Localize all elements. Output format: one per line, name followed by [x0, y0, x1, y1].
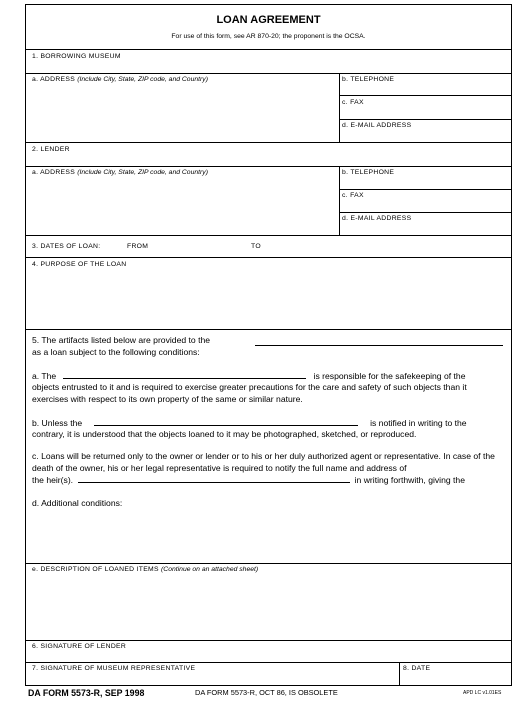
- artifacts-recipient-field[interactable]: [255, 345, 503, 346]
- condition-a-line: a. The is responsible for the safekeeping of the: [32, 371, 466, 381]
- dates-of-loan-label: 3. DATES OF LOAN:: [32, 243, 101, 250]
- borrower-address-hint: (Include City, State, ZIP code, and Country): [77, 76, 208, 83]
- from-label: FROM: [127, 243, 149, 250]
- divider: [339, 166, 340, 235]
- lender-field[interactable]: [26, 152, 511, 165]
- additional-conditions-field[interactable]: [26, 511, 511, 561]
- section5-intro: 5. The artifacts listed below are provided to the: [32, 335, 211, 345]
- loaned-items-label: e. DESCRIPTION OF LOANED ITEMS (Continue on an attached sheet): [32, 566, 259, 573]
- borrowing-museum-field[interactable]: [26, 57, 511, 72]
- divider: [26, 662, 511, 663]
- borrower-fax-label: c. FAX: [342, 99, 364, 106]
- date-field[interactable]: [400, 673, 511, 686]
- version-label: APD LC v1.01ES: [463, 690, 502, 696]
- condition-b-line: b. Unless the is notified in writing to the: [32, 418, 467, 428]
- divider: [26, 257, 511, 258]
- purpose-field[interactable]: [26, 271, 511, 328]
- heirs-field[interactable]: [78, 474, 350, 483]
- condition-b-text: contrary, it is understood that the objects loaned to it may be photographed, sketched, or reproduced.: [32, 429, 417, 439]
- lender-signature-label: 6. SIGNATURE OF LENDER: [32, 643, 127, 650]
- divider: [339, 73, 340, 142]
- lender-address-field[interactable]: [26, 178, 339, 234]
- condition-c-text: c. Loans will be returned only to the owner or lender or to his or her duly authorized agent or representative. In case of the death of the owner, his or her legal representative is required to notify the full name and address of: [32, 451, 495, 473]
- lender-label: 2. LENDER: [32, 146, 70, 153]
- form-identifier: DA FORM 5573-R, SEP 1998: [28, 688, 145, 698]
- condition-c-heirs-line: the heir(s). in writing forthwith, giving the: [32, 475, 465, 485]
- to-date-field[interactable]: [266, 238, 366, 255]
- responsible-party-field[interactable]: [63, 370, 306, 379]
- obsolete-notice: DA FORM 5573-R, OCT 86, IS OBSOLETE: [195, 688, 338, 697]
- section5-intro-cont: as a loan subject to the following conditions:: [32, 347, 200, 357]
- from-date-field[interactable]: [152, 238, 247, 255]
- lender-telephone-label: b. TELEPHONE: [342, 169, 395, 176]
- divider: [339, 212, 511, 213]
- notified-party-field[interactable]: [94, 417, 358, 426]
- form-title: LOAN AGREEMENT: [216, 14, 321, 26]
- divider: [26, 235, 511, 236]
- borrower-address-field[interactable]: [26, 85, 339, 141]
- borrower-address-label: a. ADDRESS (Include City, State, ZIP code, and Country): [32, 76, 208, 83]
- borrowing-museum-label: 1. BORROWING MUSEUM: [32, 53, 121, 60]
- loaned-items-field[interactable]: [26, 576, 511, 638]
- lender-address-hint: (Include City, State, ZIP code, and Country): [77, 169, 208, 176]
- purpose-label: 4. PURPOSE OF THE LOAN: [32, 261, 127, 268]
- divider: [339, 95, 511, 96]
- divider: [26, 640, 511, 641]
- loan-agreement-form: [25, 4, 512, 686]
- museum-rep-signature-label: 7. SIGNATURE OF MUSEUM REPRESENTATIVE: [32, 665, 196, 672]
- borrower-email-label: d. E-MAIL ADDRESS: [342, 122, 412, 129]
- divider: [26, 563, 511, 564]
- condition-a-text: objects entrusted to it and is required to exercise greater precautions for the care and safety of such objects than it exercises with respect to its own property of the same or similar nature.: [32, 382, 467, 404]
- lender-fax-label: c. FAX: [342, 192, 364, 199]
- additional-conditions-label: d. Additional conditions:: [32, 498, 123, 508]
- divider: [26, 166, 511, 167]
- divider: [339, 119, 511, 120]
- divider: [26, 49, 511, 50]
- to-label: TO: [251, 243, 261, 250]
- form-subtitle: For use of this form, see AR 870-20; the proponent is the OCSA.: [171, 33, 366, 40]
- divider: [26, 73, 511, 74]
- museum-rep-signature-field[interactable]: [26, 673, 399, 686]
- lender-signature-field[interactable]: [26, 650, 511, 661]
- divider: [26, 142, 511, 143]
- lender-email-label: d. E-MAIL ADDRESS: [342, 215, 412, 222]
- divider: [339, 189, 511, 190]
- lender-address-label: a. ADDRESS (Include City, State, ZIP code, and Country): [32, 169, 208, 176]
- date-label: 8. DATE: [403, 665, 431, 672]
- divider: [26, 329, 511, 330]
- loaned-items-hint: (Continue on an attached sheet): [161, 566, 259, 573]
- borrower-telephone-label: b. TELEPHONE: [342, 76, 395, 83]
